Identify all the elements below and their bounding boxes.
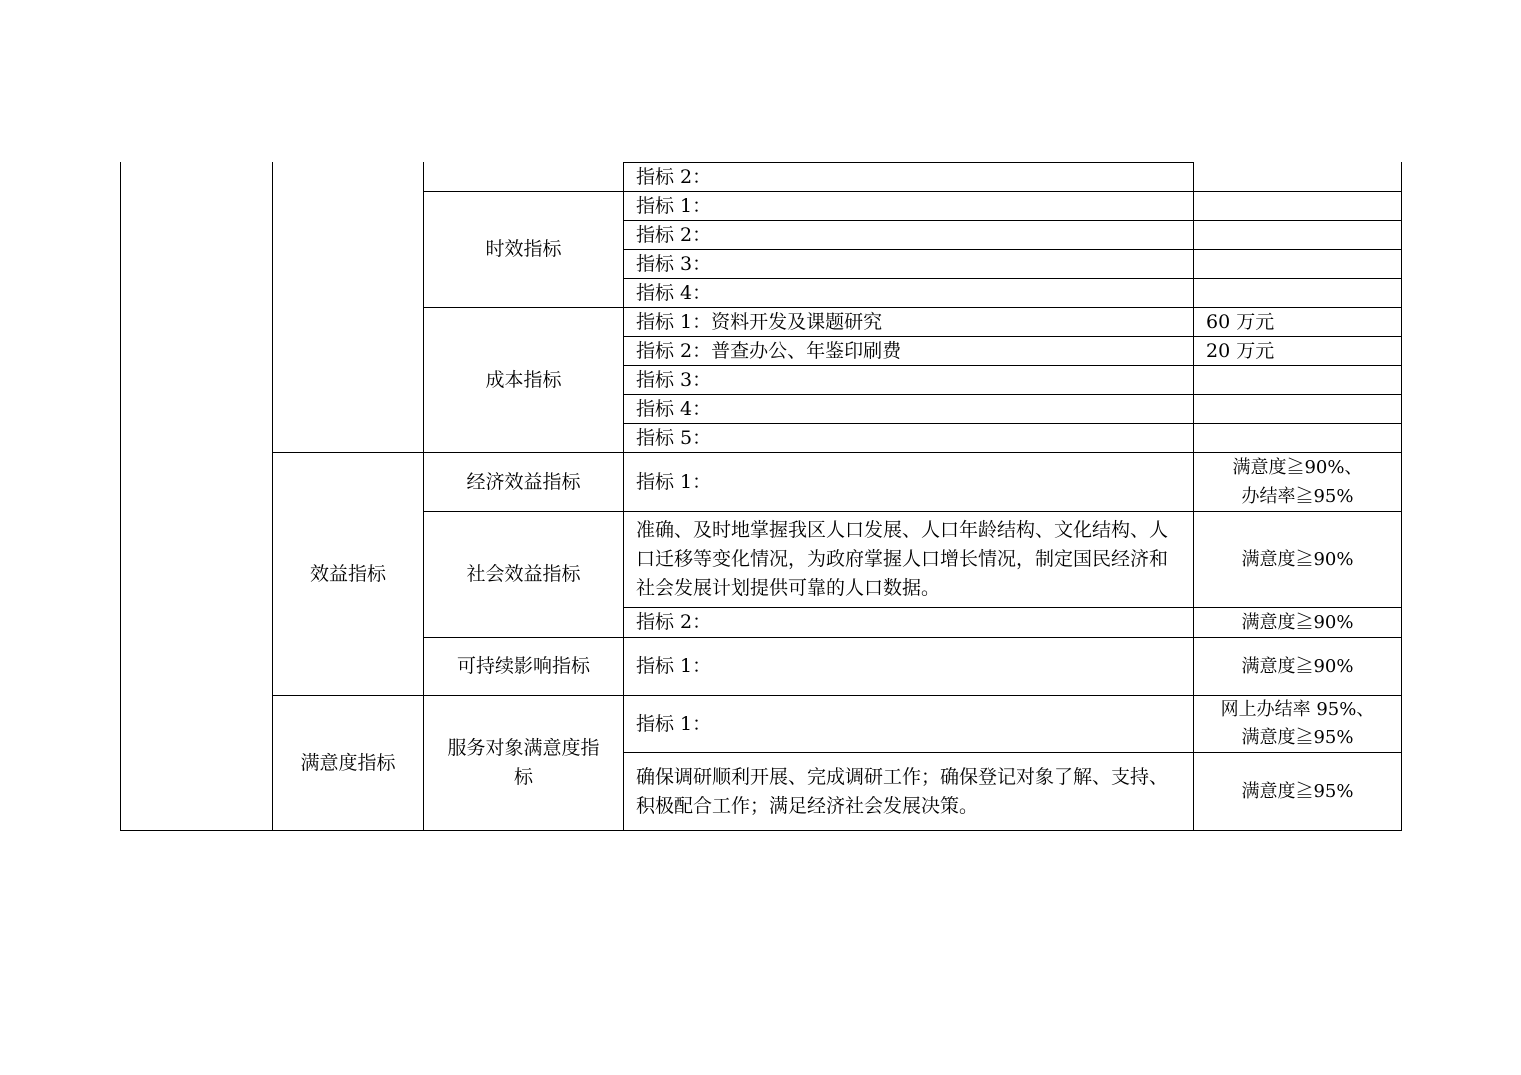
- indicator-text: 指标 2：: [636, 165, 712, 188]
- indicator-text: 指标 3：: [636, 368, 712, 391]
- subcategory-label: 社会效益指标: [466, 563, 581, 585]
- value-cell: [1194, 308, 1401, 336]
- indicator-text: 确保调研顺利开展、完成调研工作；确保登记对象了解、支持、积极配合工作；满足经济社会发展决策。: [636, 765, 1169, 817]
- value-text-line1: 网上办结率 95%、: [1220, 699, 1375, 720]
- value-cell: [1194, 453, 1401, 511]
- table-border-left: [120, 162, 121, 831]
- category-label: 满意度指标: [300, 751, 396, 774]
- indicator-text: 指标 1：: [636, 655, 712, 677]
- subcategory-label: 成本指标: [485, 368, 562, 391]
- indicator-text: 指标 2：普查办公、年鉴印刷费: [636, 339, 902, 362]
- category-label: 效益指标: [309, 562, 386, 585]
- indicator-cell: [624, 608, 1193, 637]
- indicator-text: 指标 5：: [636, 426, 712, 449]
- value-cell: [1194, 512, 1401, 607]
- indicator-text: 指标 4：: [636, 281, 712, 304]
- value-text: 满意度≧90%: [1241, 656, 1354, 677]
- value-cell: [1194, 638, 1401, 695]
- value-cell: [1194, 163, 1401, 191]
- indicator-cell: [624, 163, 1193, 191]
- value-cell: [1194, 279, 1401, 307]
- value-cell: [1194, 696, 1401, 752]
- indicator-text: 指标 1：资料开发及课题研究: [636, 310, 883, 333]
- indicator-cell: [624, 395, 1193, 423]
- value-cell: [1194, 192, 1401, 220]
- value-text: 20 万元: [1206, 339, 1275, 362]
- subcategory-label-line2: 标: [513, 766, 533, 788]
- value-cell: [1194, 250, 1401, 278]
- indicator-cell: [624, 366, 1193, 394]
- indicator-text: 准确、及时地掌握我区人口发展、人口年龄结构、文化结构、人口迁移等变化情况，为政府掌握人口增长情况，制定国民经济和社会发展计划提供可靠的人口数据。: [636, 519, 1169, 599]
- table-border-bottom: [120, 830, 1402, 831]
- value-text: 60 万元: [1206, 310, 1275, 333]
- value-cell: [1194, 221, 1401, 249]
- value-cell: [1194, 337, 1401, 365]
- subcategory-timeliness: [424, 192, 623, 307]
- indicator-cell: [624, 696, 1193, 752]
- value-text: 满意度≧90%: [1241, 549, 1354, 570]
- indicator-text: 指标 3：: [636, 252, 712, 275]
- indicator-text: 指标 1：: [636, 470, 712, 493]
- value-text: 满意度≧95%: [1241, 781, 1354, 802]
- subcategory-sustainable: [424, 638, 623, 695]
- indicator-cell: [624, 638, 1193, 695]
- value-text-line2: 办结率≧95%: [1241, 486, 1354, 507]
- indicator-cell: [624, 753, 1193, 830]
- indicator-cell: [624, 424, 1193, 452]
- indicator-cell: [624, 250, 1193, 278]
- value-cell: [1194, 424, 1401, 452]
- indicator-cell: [624, 512, 1193, 607]
- subcategory-social: [424, 512, 623, 637]
- indicator-cell: [624, 337, 1193, 365]
- indicator-text: 指标 2：: [636, 223, 712, 246]
- indicator-cell: [624, 192, 1193, 220]
- table-border-right: [1401, 162, 1402, 831]
- subcategory-label: 可持续影响指标: [456, 655, 590, 677]
- value-cell: [1194, 608, 1401, 637]
- indicator-cell: [624, 279, 1193, 307]
- subcategory-economic: [424, 453, 623, 511]
- indicator-cell: [624, 221, 1193, 249]
- indicator-text: 指标 1：: [636, 712, 712, 735]
- indicator-text: 指标 4：: [636, 397, 712, 420]
- subcategory-service: [424, 696, 623, 830]
- value-cell: [1194, 366, 1401, 394]
- value-cell: [1194, 753, 1401, 830]
- subcategory-label: 时效指标: [485, 238, 562, 260]
- value-text-line2: 满意度≧95%: [1241, 727, 1354, 748]
- subcategory-label: 经济效益指标: [466, 470, 581, 493]
- value-cell: [1194, 395, 1401, 423]
- subcategory-label-line1: 服务对象满意度指: [447, 737, 600, 759]
- subcategory-cost: [424, 308, 623, 452]
- indicator-text: 指标 2：: [636, 611, 712, 633]
- category-satisfaction: [273, 696, 423, 830]
- value-text-line1: 满意度≧90%、: [1232, 457, 1363, 478]
- value-text: 满意度≧90%: [1241, 612, 1354, 633]
- indicator-text: 指标 1：: [636, 194, 712, 217]
- indicator-cell: [624, 308, 1193, 336]
- category-benefit: [273, 453, 423, 695]
- indicator-cell: [624, 453, 1193, 511]
